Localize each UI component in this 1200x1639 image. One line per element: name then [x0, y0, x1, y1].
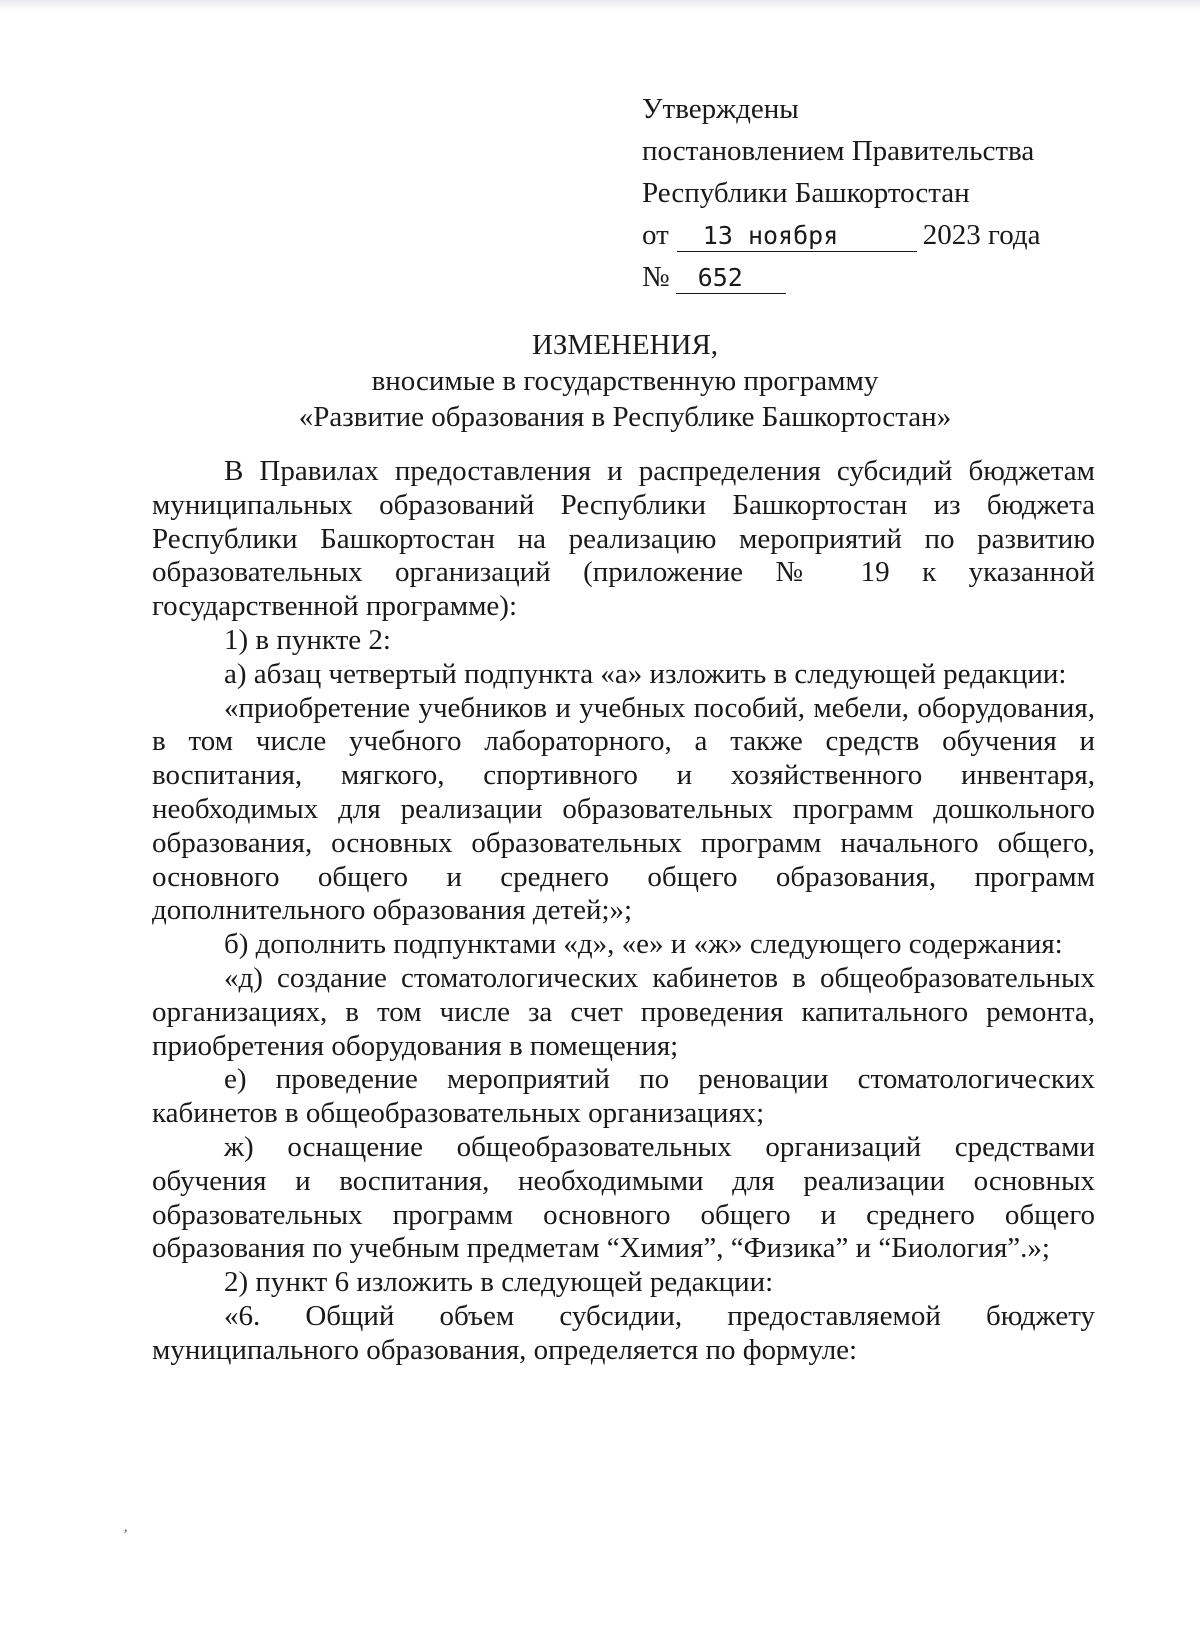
scan-edge — [0, 0, 1200, 10]
document-heading: ИЗМЕНЕНИЯ, — [531, 329, 719, 361]
number-prefix: № — [642, 261, 670, 293]
approval-line-3: Республики Башкортостан — [642, 177, 970, 209]
document-body — [152, 455, 1095, 1368]
approval-date-line — [642, 214, 1041, 256]
approval-stamp-block — [642, 88, 1041, 298]
approval-line-2: постановлением Правительства — [642, 135, 1035, 167]
document-title-block — [150, 327, 1100, 435]
date-prefix: от — [642, 219, 669, 251]
item-1a-text: «приобретение учебников и учебных пособий, мебели, оборудования, в том числе учебного лабораторного, а также средств обучения и воспитания, мягкого, спортивного и хозяйственного инвентаря, необходимых для реализации образовательных программ дошкольного образования, основных образовательных программ начального общего, основного общего и среднего общего образования, программ дополнительного образования детей;»; — [152, 691, 1095, 927]
number-fill: 652 — [676, 263, 786, 294]
item-1b-zh: ж) оснащение общеобразовательных организаций средствами обучения и воспитания, необходимыми для реализации основных образовательных программ основного общего и среднего общего образования по учебным предметам “Химия”, “Физика” и “Биология”.»; — [152, 1130, 1095, 1265]
item-2: 2) пункт 6 изложить в следующей редакции: — [224, 1266, 774, 1299]
item-1b-e: е) проведение мероприятий по реновации стоматологических кабинетов в общеобразовательных организациях; — [152, 1063, 1095, 1130]
date-suffix: 2023 года — [922, 219, 1041, 251]
item-1: 1) в пункте 2: — [224, 623, 391, 656]
approval-line-1: Утверждены — [642, 93, 799, 125]
intro-paragraph: В Правилах предоставления и распределения субсидий бюджетам муниципальных образований Республики Башкортостан из бюджета Республики Башкортостан на реализацию мероприятий по развитию образовательных организаций (приложение № 19 к указанной государственной программе): — [152, 455, 1095, 623]
item-2-text: «6. Общий объем субсидии, предоставляемой бюджету муниципального образования, определяется по формуле: — [152, 1299, 1095, 1366]
document-subtitle: вносимые в государственную программу — [371, 365, 879, 397]
program-name: «Развитие образования в Республике Башкортостан» — [298, 401, 952, 433]
item-1b-d: «д) создание стоматологических кабинетов в общеобразовательных организациях, в том числе за счет проведения капитального ремонта, приобретения оборудования в помещения; — [152, 961, 1095, 1062]
item-1b: б) дополнить подпунктами «д», «е» и «ж» следующего содержания: — [224, 928, 1063, 961]
item-1a: а) абзац четвертый подпункта «а» изложить в следующей редакции: — [224, 657, 1067, 690]
approval-number-line — [642, 256, 1041, 298]
date-fill: 13 ноября — [677, 221, 917, 252]
stray-scan-mark: , — [124, 1520, 128, 1535]
